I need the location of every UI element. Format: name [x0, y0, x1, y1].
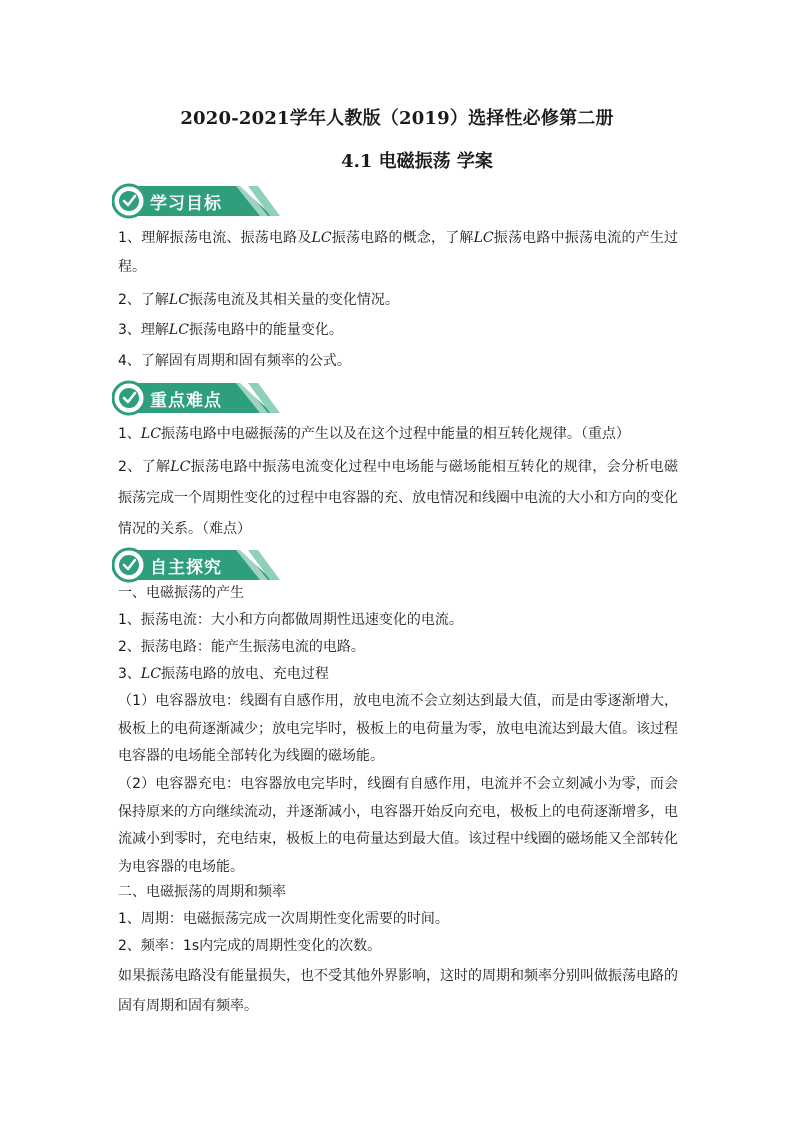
key-item-2: 2、了解LC振荡电路中振荡电流变化过程中电场能与磁场能相互转化的规律，会分析电磁振荡完成一个周期性变化的过程中电容器的充、放电情况和线圈中电流的大小和方向的变化情况的关系。（难点） — [118, 459, 678, 537]
explore-item-2: 2、振荡电路：能产生振荡电流的电路。 — [118, 639, 365, 655]
section-label-explore: 自主探究 — [150, 558, 222, 578]
explore-heading-2: 二、电磁振荡的周期和频率 — [118, 884, 286, 900]
explore-item-discharge: （1）电容器放电：线圈有自感作用，放电电流不会立刻达到最大值，而是由零逐渐增大，极板上的电荷逐渐减少；放电完毕时，极板上的电荷量为零，放电电流达到最大值。该过程电容器的电场能全部转化为线圈的磁场能。 — [118, 693, 678, 764]
explore-heading-1: 一、电磁振荡的产生 — [118, 585, 244, 601]
explore-item-1: 1、振荡电流：大小和方向都做周期性迅速变化的电流。 — [118, 612, 463, 628]
document-title: 2020-2021学年人教版（2019）选择性必修第二册 — [180, 108, 614, 129]
section-label-key: 重点难点 — [150, 391, 222, 411]
key-item-1: 1、LC振荡电路中电磁振荡的产生以及在这个过程中能量的相互转化规律。（重点） — [118, 426, 630, 442]
goal-item-3: 3、理解LC振荡电路中的能量变化。 — [118, 322, 343, 338]
section-banner-key — [112, 379, 282, 417]
explore-item-3: 3、LC振荡电路的放电、充电过程 — [118, 666, 329, 682]
document-subtitle: 4.1 电磁振荡 学案 — [341, 151, 493, 172]
explore-item-charge: （2）电容器充电：电容器放电完毕时，线圈有自感作用，电流并不会立刻减小为零，而会保持原来的方向继续流动，并逐渐减小，电容器开始反向充电，极板上的电荷逐渐增多，电流减小到零时，充电结束，极板上的电荷量达到最大值。该过程中线圈的磁场能又全部转化为电容器的电场能。 — [118, 776, 678, 875]
section-banner-explore — [112, 546, 282, 584]
goal-item-4: 4、了解固有周期和固有频率的公式。 — [118, 353, 351, 369]
explore-item-period: 1、周期：电磁振荡完成一次周期性变化需要的时间。 — [118, 911, 449, 927]
explore-item-frequency: 2、频率：1s内完成的周期性变化的次数。 — [118, 938, 382, 954]
goal-item-1: 1、理解振荡电流、振荡电路及LC振荡电路的概念，了解LC振荡电路中振荡电流的产生过程。 — [118, 230, 679, 275]
goal-item-2: 2、了解LC振荡电流及其相关量的变化情况。 — [118, 292, 399, 308]
section-banner-goals — [112, 182, 282, 220]
explore-item-natural: 如果振荡电路没有能量损失，也不受其他外界影响，这时的周期和频率分别叫做振荡电路的固有周期和固有频率。 — [118, 968, 678, 1014]
section-label-goals: 学习目标 — [150, 194, 222, 214]
